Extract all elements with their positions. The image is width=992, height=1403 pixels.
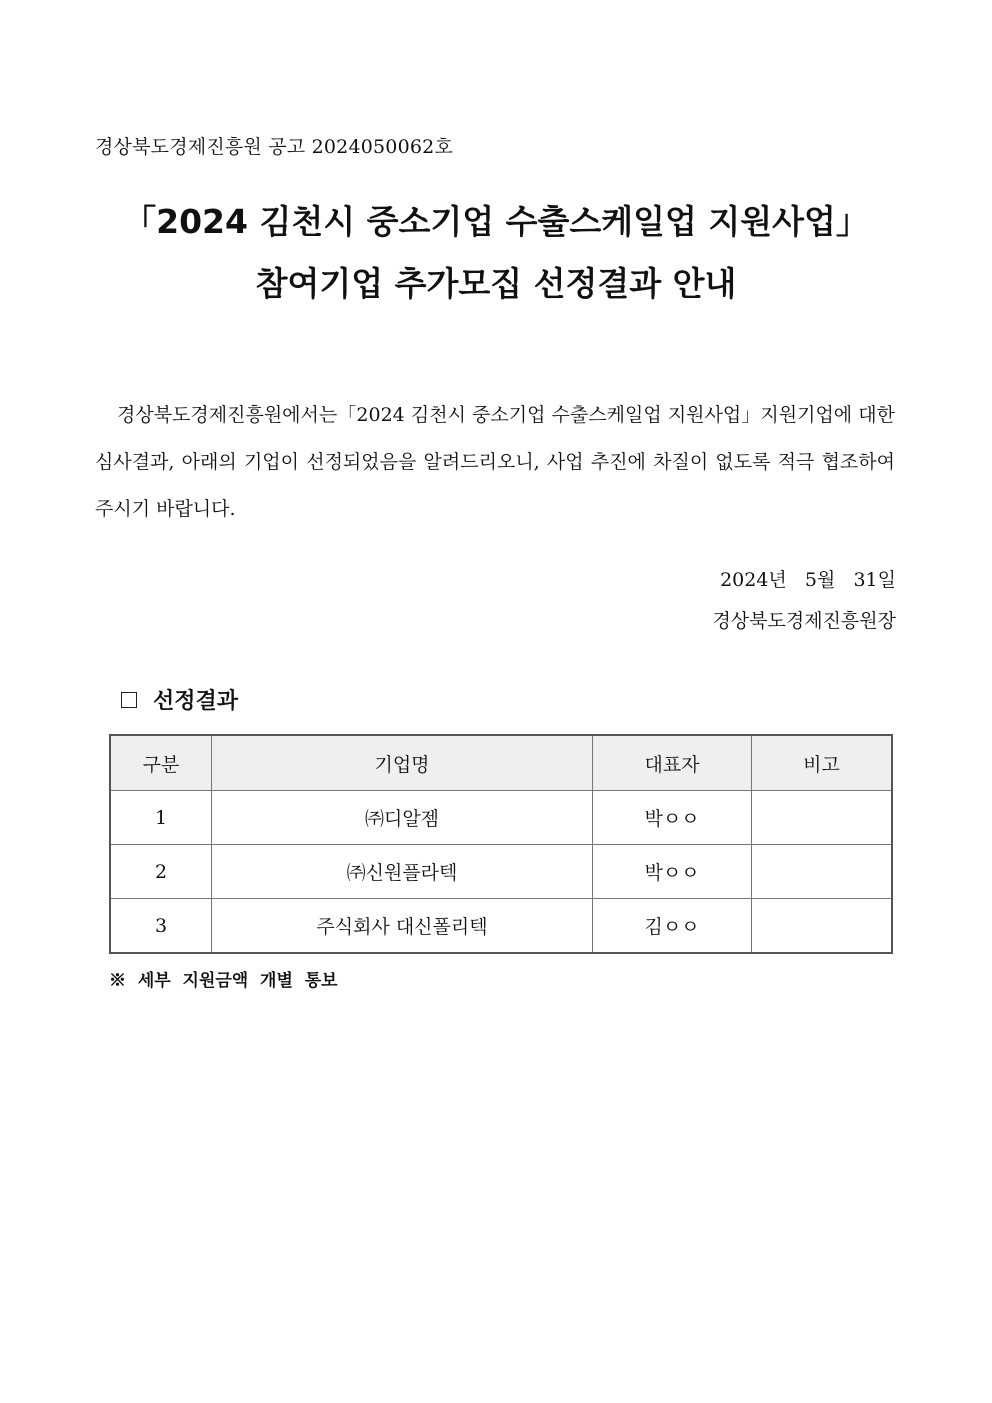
cell-no: 2	[110, 845, 212, 899]
cell-company: ㈜디알젬	[212, 791, 593, 845]
header-note: 비고	[752, 735, 893, 791]
cell-company: 주식회사 대신폴리텍	[212, 899, 593, 954]
section-heading	[121, 684, 238, 715]
selection-result-table	[109, 734, 893, 954]
footnote: ※ 세부 지원금액 개별 통보	[109, 971, 338, 991]
notice-number: 경상북도경제진흥원 공고 2024050062호	[95, 136, 454, 158]
issue-date: 2024년 5월 31일	[720, 569, 896, 591]
table-row	[110, 899, 892, 954]
table-header-row	[110, 735, 892, 791]
document-title-line2: 참여기업 추가모집 선정결과 안내	[255, 264, 737, 303]
table-row	[110, 791, 892, 845]
header-representative: 대표자	[593, 735, 752, 791]
header-company: 기업명	[212, 735, 593, 791]
cell-no: 3	[110, 899, 212, 954]
table-row	[110, 845, 892, 899]
body-paragraph: 경상북도경제진흥원에서는「2024 김천시 중소기업 수출스케일업 지원사업」지원기업에 대한 심사결과, 아래의 기업이 선정되었음을 알려드리오니, 사업 추진에 차질이 없도록 적극 협조하여 주시기 바랍니다.	[95, 404, 895, 520]
document-title-line1: 「2024 김천시 중소기업 수출스케일업 지원사업」	[123, 202, 869, 241]
cell-note	[752, 845, 893, 899]
cell-representative: 김ㅇㅇ	[593, 899, 752, 954]
section-heading-label: 선정결과	[153, 688, 239, 714]
header-no: 구분	[110, 735, 212, 791]
square-bullet-icon	[121, 692, 137, 708]
cell-no: 1	[110, 791, 212, 845]
cell-company: ㈜신원플라텍	[212, 845, 593, 899]
cell-note	[752, 899, 893, 954]
cell-representative: 박ㅇㅇ	[593, 845, 752, 899]
cell-note	[752, 791, 893, 845]
cell-representative: 박ㅇㅇ	[593, 791, 752, 845]
issuer-name: 경상북도경제진흥원장	[712, 610, 896, 632]
